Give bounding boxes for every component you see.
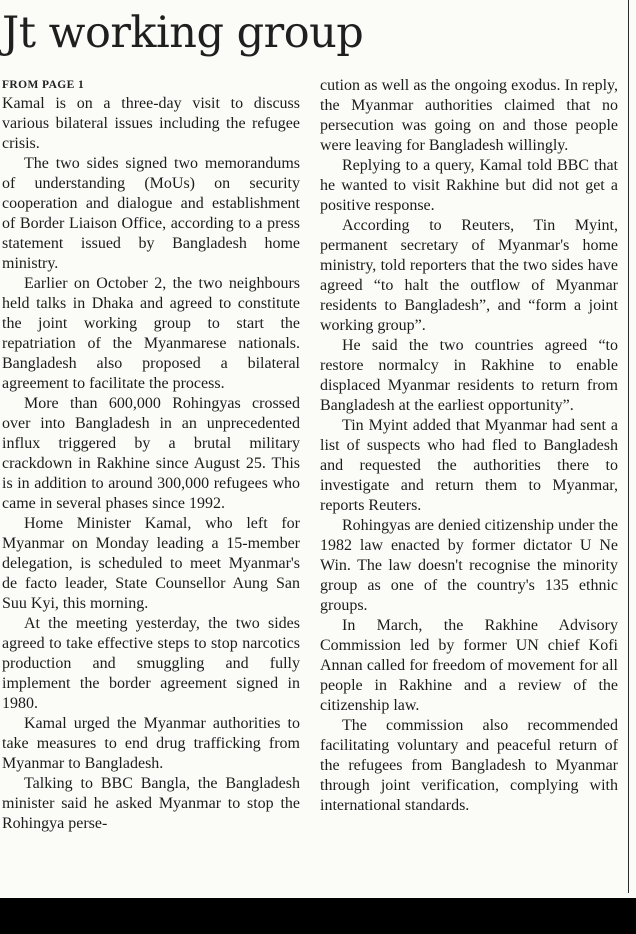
paragraph: Replying to a query, Kamal told BBC that he wanted to visit Rakhine but did not get a positive response. <box>320 157 618 214</box>
right-column <box>320 76 618 816</box>
paragraph: He said the two countries agreed “to restore normalcy in Rakhine to enable displaced Myanmar residents to return from Bangladesh at the earliest opportunity”. <box>320 337 618 414</box>
paragraph: Earlier on October 2, the two neighbours held talks in Dhaka and agreed to constitute the joint working group to start the repatriation of the Myanmarese nationals. Bangladesh also proposed a bilateral agreement to facilitate the process. <box>2 275 300 392</box>
paragraph: More than 600,000 Rohingyas crossed over into Bangladesh in an unprecedented influx triggered by a brutal military crackdown in Rakhine since August 25. This is in addition to around 300,000 refugees who came in several phases since 1992. <box>2 395 300 512</box>
paragraph: Home Minister Kamal, who left for Myanmar on Monday leading a 15-member delegation, is scheduled to meet Myanmar's de facto leader, State Counsellor Aung San Suu Kyi, this morning. <box>2 515 300 612</box>
paragraph: Tin Myint added that Myanmar had sent a list of suspects who had fled to Bangladesh and requested the authorities there to investigate and return them to Myanmar, reports Reuters. <box>320 417 618 514</box>
paragraph: The two sides signed two memorandums of understanding (MoUs) on security cooperation and dialogue and establishment of Border Liaison Office, according to a press statement issued by Bangladesh home ministry. <box>2 155 300 272</box>
column-rule <box>628 0 629 893</box>
left-column <box>2 94 300 834</box>
paragraph: At the meeting yesterday, the two sides agreed to take effective steps to stop narcotics production and smuggling and fully implement the border agreement signed in 1980. <box>2 615 300 712</box>
paragraph: According to Reuters, Tin Myint, permanent secretary of Myanmar's home ministry, told reporters that the two sides have agreed “to halt the outflow of Myanmar residents to Bangladesh”, and “form a joint working group”. <box>320 217 618 334</box>
paragraph: cution as well as the ongoing exodus. In reply, the Myanmar authorities claimed that no persecution was going on and those people were leaving for Bangladesh willingly. <box>320 77 618 154</box>
kicker: FROM PAGE 1 <box>2 79 85 91</box>
paragraph: Kamal is on a three-day visit to discuss various bilateral issues including the refugee crisis. <box>2 95 300 152</box>
paragraph: Kamal urged the Myanmar authorities to take measures to end drug trafficking from Myanmar to Bangladesh. <box>2 715 300 772</box>
paragraph: In March, the Rakhine Advisory Commission led by former UN chief Kofi Annan called for freedom of movement for all people in Rakhine and a review of the citizenship law. <box>320 617 618 714</box>
headline: Jt working group <box>2 8 364 58</box>
paragraph: Talking to BBC Bangla, the Bangladesh minister said he asked Myanmar to stop the Rohingya perse- <box>2 775 300 832</box>
paragraph: Rohingyas are denied citizenship under the 1982 law enacted by former dictator U Ne Win. The law doesn't recognise the minority group as one of the country's 135 ethnic groups. <box>320 517 618 614</box>
paragraph: The commission also recommended facilitating voluntary and peaceful return of the refugees from Bangladesh to Myanmar through joint verification, complying with international standards. <box>320 717 618 814</box>
